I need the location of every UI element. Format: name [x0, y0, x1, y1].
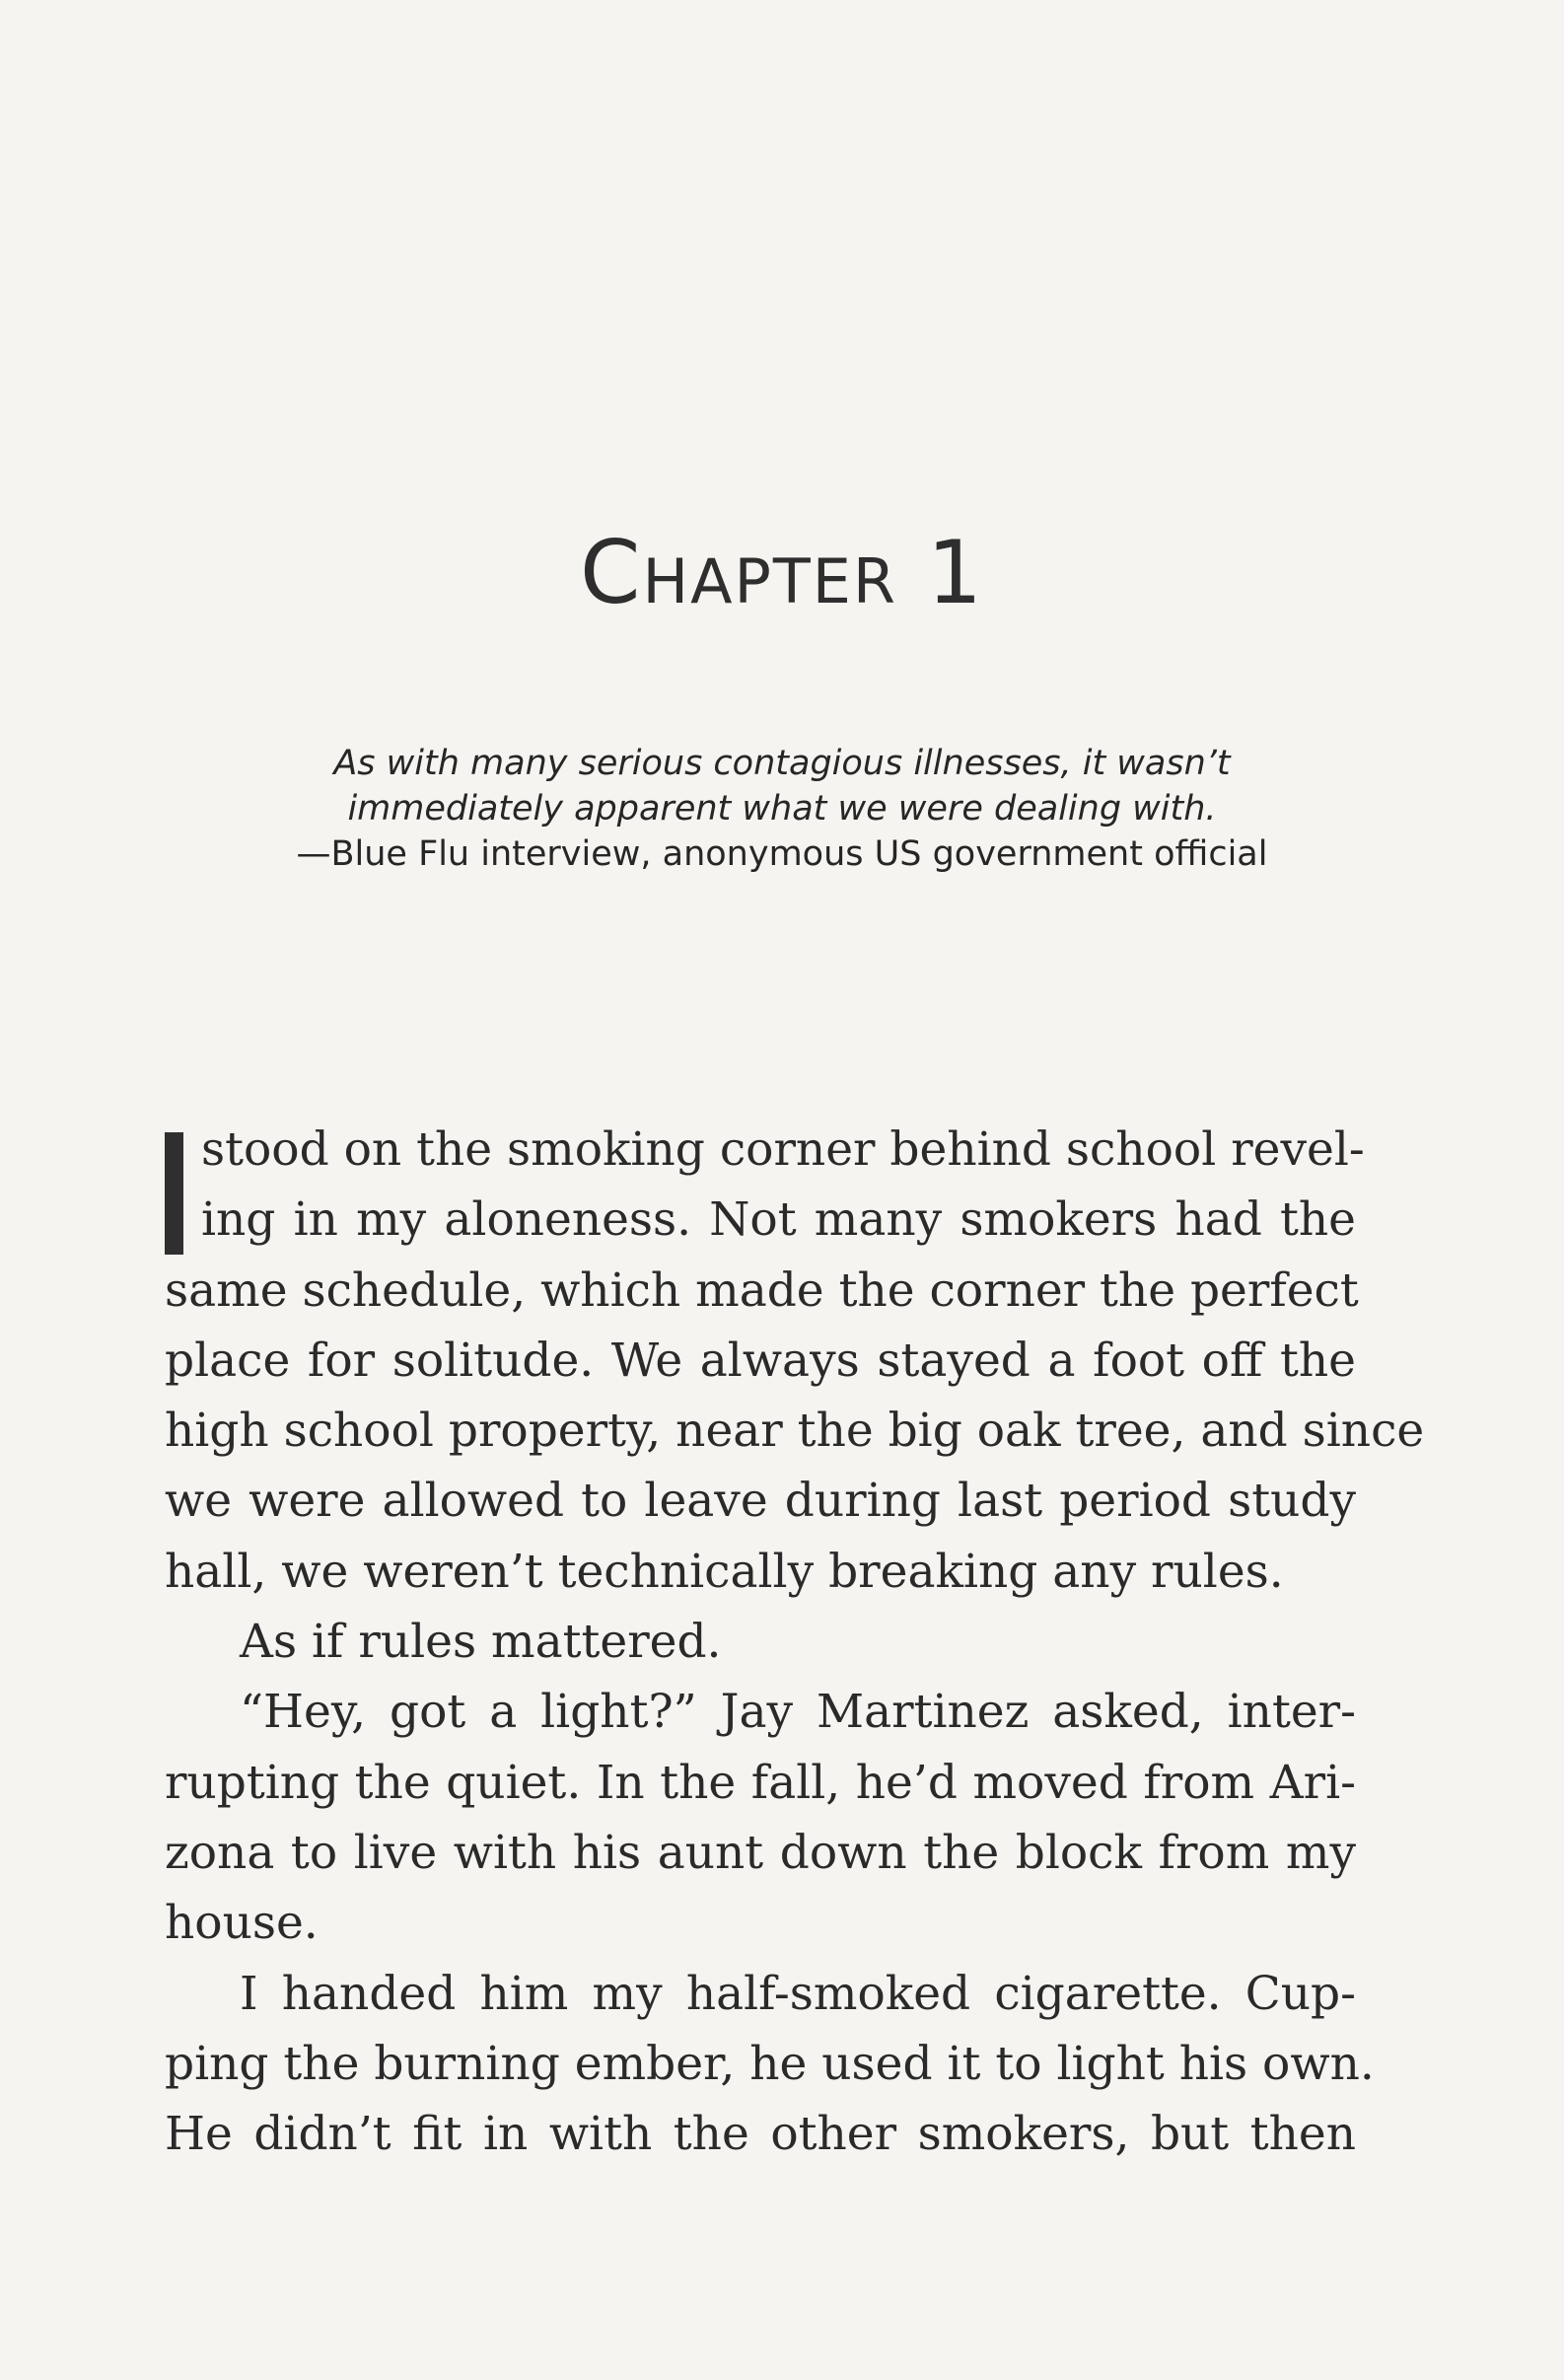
epigraph-quote-line-2: immediately apparent what we were dealing with. [347, 788, 1217, 829]
chapter-label: Chapter [580, 521, 897, 623]
body-line: As if rules mattered. [240, 1615, 722, 1670]
body-line: He didn’t fit in with the other smokers, but then [165, 2107, 1356, 2162]
body-line: “Hey, got a light?” Jay Martinez asked, inter- [240, 1685, 1356, 1740]
epigraph-quote-line-1: As with many serious contagious illnesses, it wasn’t [333, 744, 1231, 783]
body-line: I handed him my half-smoked cigarette. Cup- [240, 1966, 1356, 2021]
drop-cap-initial [165, 1132, 183, 1255]
body-line: hall, we weren’t technically breaking any rules. [165, 1544, 1284, 1599]
body-line: zona to live with his aunt down the block from my [165, 1825, 1356, 1880]
body-line: ping the burning ember, he used it to light his own. [165, 2036, 1375, 2091]
epigraph-attribution: —Blue Flu interview, anonymous US government official [296, 833, 1268, 874]
body-line: ing in my aloneness. Not many smokers had the [201, 1192, 1356, 1248]
body-line: same schedule, which made the corner the perfect [165, 1262, 1359, 1318]
chapter-body-text [165, 1115, 1425, 2169]
body-line: rupting the quiet. In the fall, he’d moved from Ari- [165, 1755, 1356, 1810]
chapter-heading [0, 521, 1564, 623]
body-line: place for solitude. We always stayed a foot off the [165, 1333, 1356, 1388]
chapter-number: 1 [926, 521, 984, 623]
epigraph [0, 742, 1564, 878]
body-line: we were allowed to leave during last period study [165, 1474, 1356, 1529]
body-line: high school property, near the big oak tree, and since [165, 1404, 1425, 1459]
body-line: house. [165, 1896, 319, 1951]
body-line: stood on the smoking corner behind school revel- [201, 1122, 1365, 1177]
